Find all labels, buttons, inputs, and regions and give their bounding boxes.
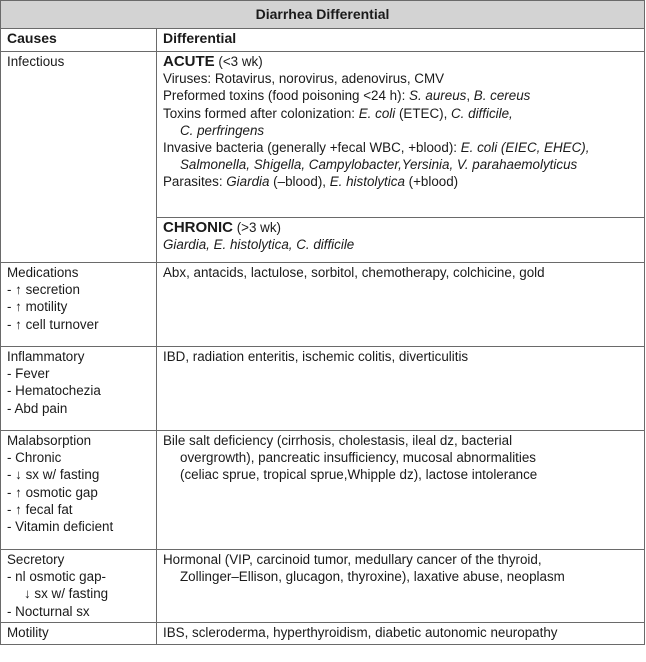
- causes-header: Causes: [1, 29, 157, 52]
- cause-malabsorption: [1, 431, 157, 550]
- text-span: (ETEC),: [395, 105, 452, 121]
- cause-sub-item: - ↓ sx w/ fasting: [7, 467, 100, 483]
- text-span: (–blood),: [269, 174, 330, 190]
- cause-label: Infectious: [7, 54, 65, 69]
- table-title: Diarrhea Differential: [1, 1, 645, 29]
- organism-name: S. aureus: [409, 88, 467, 104]
- acute-heading: ACUTE: [163, 53, 215, 70]
- chronic-heading-line: [163, 219, 640, 236]
- organism-name: Giardia: [226, 174, 270, 190]
- cause-sub-item: - Hematochezia: [7, 383, 101, 399]
- cause-sub-item: - Abd pain: [7, 400, 68, 416]
- differential-acute: [157, 52, 645, 218]
- differential-inflammatory: [157, 347, 645, 431]
- organism-name: E. coli (EIEC, EHEC),: [460, 140, 590, 156]
- acute-qualifier: (<3 wk): [214, 54, 263, 69]
- cause-sub-item: ↓ sx w/ fasting: [24, 586, 109, 602]
- acute-preformed-toxins: [163, 87, 640, 104]
- acute-parasites: [163, 173, 640, 190]
- cause-sub-item: - Nocturnal sx: [7, 603, 90, 619]
- differential-text: (celiac sprue, tropical sprue,Whipple dz), lactose intolerance: [180, 467, 538, 483]
- organism-name: Giardia, E. histolytica, C. difficile: [163, 237, 355, 253]
- cause-sub-item: - ↑ cell turnover: [7, 316, 99, 332]
- differential-text: Abx, antacids, lactulose, sorbitol, chemotherapy, colchicine, gold: [163, 265, 545, 280]
- chronic-organisms: [163, 236, 640, 253]
- differential-text: IBS, scleroderma, hyperthyroidism, diabetic autonomic neuropathy: [163, 624, 558, 640]
- cause-sub-item: - ↑ fecal fat: [7, 501, 73, 517]
- acute-viruses: Viruses: Rotavirus, norovirus, adenovirus, CMV: [163, 71, 445, 87]
- differential-secretory: [157, 550, 645, 623]
- organism-name: C. perfringens: [180, 122, 265, 138]
- differential-text: Bile salt deficiency (cirrhosis, cholestasis, ileal dz, bacterial: [163, 433, 513, 448]
- cause-sub-item: - ↑ secretion: [7, 282, 80, 298]
- acute-heading-line: [163, 53, 640, 70]
- differential-text: Hormonal (VIP, carcinoid tumor, medullary cancer of the thyroid,: [163, 552, 542, 567]
- cause-sub-item: - nl osmotic gap-: [7, 569, 106, 585]
- table-row-malabsorption: [1, 431, 645, 550]
- organism-name: B. cereus: [473, 88, 531, 104]
- cause-sub-item: - Vitamin deficient: [7, 519, 114, 535]
- table-row-motility: [1, 622, 645, 644]
- organism-name: C. difficile,: [451, 105, 513, 121]
- cause-secretory: [1, 550, 157, 623]
- acute-invasive-bacteria: [163, 139, 640, 156]
- cause-sub-item: - Fever: [7, 366, 50, 382]
- cause-sub-item: - ↑ motility: [7, 299, 68, 315]
- acute-invasive-bacteria-cont: [163, 156, 640, 173]
- text-span: (+blood): [404, 174, 459, 190]
- acute-colonization-toxins: [163, 105, 640, 122]
- differential-text: IBD, radiation enteritis, ischemic colitis, diverticulitis: [163, 349, 469, 364]
- cause-label: Medications: [7, 265, 79, 280]
- organism-name: E. histolytica: [329, 174, 405, 190]
- organism-name: E. coli: [358, 105, 396, 121]
- cause-sub-item: - Chronic: [7, 450, 62, 466]
- cause-motility: [1, 622, 157, 644]
- chronic-heading: CHRONIC: [163, 219, 233, 236]
- table-row-inflammatory: [1, 347, 645, 431]
- cause-label: Malabsorption: [7, 433, 92, 448]
- organism-name: Salmonella, Shigella, Campylobacter,Yersinia, V. parahaemolyticus: [180, 157, 578, 173]
- text-span: ,: [466, 88, 474, 104]
- differential-text: overgrowth), pancreatic insufficiency, mucosal abnormalities: [180, 450, 537, 466]
- acute-colonization-toxins-cont: [163, 122, 640, 139]
- chronic-qualifier: (>3 wk): [233, 220, 281, 235]
- differential-malabsorption: [157, 431, 645, 550]
- cause-medications: [1, 263, 157, 347]
- differential-medications: [157, 263, 645, 347]
- text-span: Parasites:: [163, 174, 227, 190]
- cause-sub-item: - ↑ osmotic gap: [7, 484, 98, 500]
- cause-label: Inflammatory: [7, 349, 85, 364]
- cause-infectious: [1, 52, 157, 263]
- differential-header: Differential: [157, 29, 645, 52]
- title-row: [1, 1, 645, 29]
- table-row-medications: [1, 263, 645, 347]
- differential-text: Zollinger–Ellison, glucagon, thyroxine), laxative abuse, neoplasm: [180, 569, 565, 585]
- table-row-secretory: [1, 550, 645, 623]
- differential-motility: [157, 622, 645, 644]
- cause-label: Motility: [7, 624, 49, 640]
- cause-inflammatory: [1, 347, 157, 431]
- differential-chronic: [157, 218, 645, 263]
- text-span: Invasive bacteria (generally +fecal WBC, +blood):: [163, 140, 461, 156]
- table-row-infectious-acute: [1, 52, 645, 218]
- header-row: [1, 29, 645, 52]
- text-span: Toxins formed after colonization:: [163, 105, 359, 121]
- text-span: Preformed toxins (food poisoning <24 h):: [163, 88, 410, 104]
- cause-label: Secretory: [7, 552, 65, 567]
